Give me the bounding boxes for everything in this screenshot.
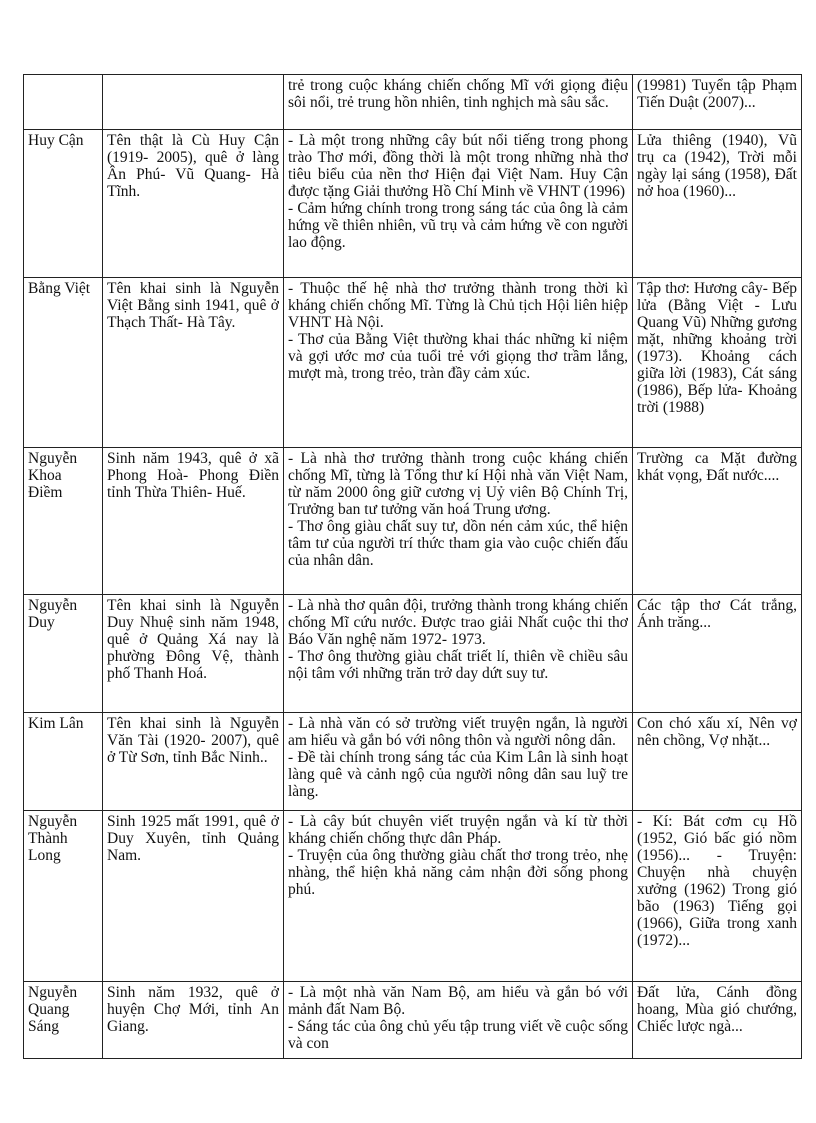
author-works-cell [633, 448, 802, 595]
author-name-cell [24, 811, 103, 982]
table-row [24, 982, 802, 1059]
career-paragraph: - Thuộc thế hệ nhà thơ trưởng thành trong thời kì kháng chiến chống Mĩ. Từng là Chủ tịch Hội liên hiệp VHNT Hà Nội. [288, 280, 628, 331]
author-bio: Tên khai sinh là Nguyễn Việt Bằng sinh 1941, quê ở Thạch Thất- Hà Tây. [107, 280, 279, 331]
career-paragraph: - Là nhà văn có sở trường viết truyện ngắn, là người am hiểu và gắn bó với nông thôn và người nông dân. [288, 715, 628, 749]
career-paragraph: - Truyện của ông thường giàu chất thơ trong trẻo, nhẹ nhàng, thể hiện khả năng cảm nhận đời sống phong phú. [288, 847, 628, 898]
authors-table [23, 74, 802, 1059]
author-works-cell [633, 130, 802, 278]
author-bio-cell [103, 448, 284, 595]
author-works: Lửa thiêng (1940), Vũ trụ ca (1942), Trời mỗi ngày lại sáng (1958), Đất nở hoa (1960)... [637, 132, 797, 200]
career-paragraph: - Thơ ông giàu chất suy tư, dồn nén cảm xúc, thể hiện tâm tư của người trí thức tham gia vào cuộc chiến đấu của nhân dân. [288, 518, 628, 569]
career-paragraph: - Là một nhà văn Nam Bộ, am hiểu và gắn bó với mảnh đất Nam Bộ. [288, 984, 628, 1018]
author-name [28, 77, 98, 129]
career-paragraph: - Thơ của Bằng Việt thường khai thác những kỉ niệm và gợi ước mơ của tuổi trẻ với giọng thơ trầm lắng, mượt mà, trong trẻo, tràn đầy cảm xúc. [288, 331, 628, 382]
career-paragraph: - Là cây bút chuyên viết truyện ngắn và kí từ thời kháng chiến chống thực dân Pháp. [288, 813, 628, 847]
author-works-cell [633, 982, 802, 1059]
author-name-cell [24, 982, 103, 1059]
author-bio: Tên thật là Cù Huy Cận (1919- 2005), quê ở làng Ân Phú- Vũ Quang- Hà Tĩnh. [107, 132, 279, 200]
career-paragraph: - Đề tài chính trong sáng tác của Kim Lân là sinh hoạt làng quê và cảnh ngộ của người nông dân sau luỹ tre làng. [288, 749, 628, 800]
author-career-cell [284, 278, 633, 448]
author-career-cell [284, 448, 633, 595]
author-career-cell [284, 130, 633, 278]
author-bio: Sinh năm 1943, quê ở xã Phong Hoà- Phong Điền tỉnh Thừa Thiên- Huế. [107, 450, 279, 501]
table-row [24, 75, 802, 130]
author-bio: Tên khai sinh là Nguyễn Duy Nhuệ sinh năm 1948, quê ở Quảng Xá nay là phường Đông Vệ, thành phố Thanh Hoá. [107, 597, 279, 682]
author-career-cell [284, 982, 633, 1059]
table-row [24, 811, 802, 982]
author-name-cell [24, 713, 103, 811]
author-name: Nguyễn Thành Long [28, 813, 78, 864]
author-name: Nguyễn Khoa Điềm [28, 450, 78, 501]
author-bio-cell [103, 982, 284, 1059]
author-works: (19981) Tuyển tập Phạm Tiến Duật (2007)... [637, 77, 797, 111]
author-name-cell [24, 75, 103, 130]
author-name-cell [24, 130, 103, 278]
author-name: Bằng Việt [28, 280, 91, 297]
author-works-cell [633, 713, 802, 811]
author-bio-cell [103, 75, 284, 130]
author-bio-cell [103, 278, 284, 448]
author-works: Trường ca Mặt đường khát vọng, Đất nước.... [637, 450, 797, 484]
author-bio-cell [103, 811, 284, 982]
author-career-cell [284, 811, 633, 982]
author-name-cell [24, 595, 103, 713]
author-bio [107, 77, 279, 129]
author-works: - Kí: Bát cơm cụ Hồ (1952, Gió bấc gió nồm (1956)... - Truyện: Chuyện nhà chuyện xưởng (1962) Trong gió bão (1963) Tiếng gọi (1966), Giữa trong xanh (1972)... [637, 813, 797, 949]
author-works-cell [633, 278, 802, 448]
table-row [24, 595, 802, 713]
career-paragraph: - Thơ ông thường giàu chất triết lí, thiên về chiều sâu nội tâm với những trăn trở day dứt suy tư. [288, 648, 628, 682]
career-paragraph: - Là nhà thơ trưởng thành trong cuộc kháng chiến chống Mĩ, từng là Tổng thư kí Hội nhà văn Việt Nam, từ năm 2000 ông giữ cương vị Uỷ viên Bộ Chính Trị, Trưởng ban tư tưởng văn hoá Trung ương. [288, 450, 628, 518]
career-paragraph: - Sáng tác của ông chủ yếu tập trung viết về cuộc sống và con [288, 1018, 628, 1052]
author-bio-cell [103, 713, 284, 811]
table-row [24, 713, 802, 811]
author-works: Đất lửa, Cánh đồng hoang, Mùa gió chướng, Chiếc lược ngà... [637, 984, 797, 1035]
author-name: Nguyễn Quang Sáng [28, 984, 78, 1035]
author-bio-cell [103, 595, 284, 713]
table-row [24, 130, 802, 278]
author-works: Tập thơ: Hương cây- Bếp lửa (Bằng Việt - Lưu Quang Vũ) Những gương mặt, những khoảng trời (1973). Khoảng cách giữa lời (1983), Cát sáng (1986), Bếp lửa- Khoảng trời (1988) [637, 280, 797, 416]
author-works-cell [633, 811, 802, 982]
author-works: Con chó xấu xí, Nên vợ nên chồng, Vợ nhặt... [637, 715, 797, 749]
author-name: Nguyễn Duy [28, 597, 78, 631]
author-works-cell [633, 75, 802, 130]
career-paragraph: - Là nhà thơ quân đội, trưởng thành trong kháng chiến chống Mĩ cứu nước. Được trao giải Nhất cuộc thi thơ Báo Văn nghệ năm 1972- 1973. [288, 597, 628, 648]
author-career-cell [284, 595, 633, 713]
career-paragraph: trẻ trong cuộc kháng chiến chống Mĩ với giọng điệu sôi nổi, trẻ trung hồn nhiên, tinh nghịch mà sâu sắc. [288, 77, 628, 111]
author-works: Các tập thơ Cát trắng, Ánh trăng... [637, 597, 797, 631]
author-bio: Sinh 1925 mất 1991, quê ở Duy Xuyên, tỉnh Quảng Nam. [107, 813, 279, 864]
career-paragraph: - Cảm hứng chính trong trong sáng tác của ông là cảm hứng về thiên nhiên, vũ trụ và cảm hứng về con người lao động. [288, 200, 628, 251]
author-name: Kim Lân [28, 715, 84, 732]
table-row [24, 278, 802, 448]
table-row [24, 448, 802, 595]
author-bio: Tên khai sinh là Nguyễn Văn Tài (1920- 2007), quê ở Từ Sơn, tỉnh Bắc Ninh.. [107, 715, 279, 766]
author-name: Huy Cận [28, 132, 84, 149]
author-career-cell [284, 75, 633, 130]
author-bio-cell [103, 130, 284, 278]
author-works-cell [633, 595, 802, 713]
career-paragraph: - Là một trong những cây bút nổi tiếng trong phong trào Thơ mới, đồng thời là một trong những nhà thơ tiêu biểu của nền thơ Hiện đại Việt Nam. Huy Cận được tặng Giải thưởng Hồ Chí Minh về VHNT (1996) [288, 132, 628, 200]
author-career-cell [284, 713, 633, 811]
author-name-cell [24, 278, 103, 448]
author-name-cell [24, 448, 103, 595]
author-bio: Sinh năm 1932, quê ở huyện Chợ Mới, tỉnh An Giang. [107, 984, 279, 1035]
